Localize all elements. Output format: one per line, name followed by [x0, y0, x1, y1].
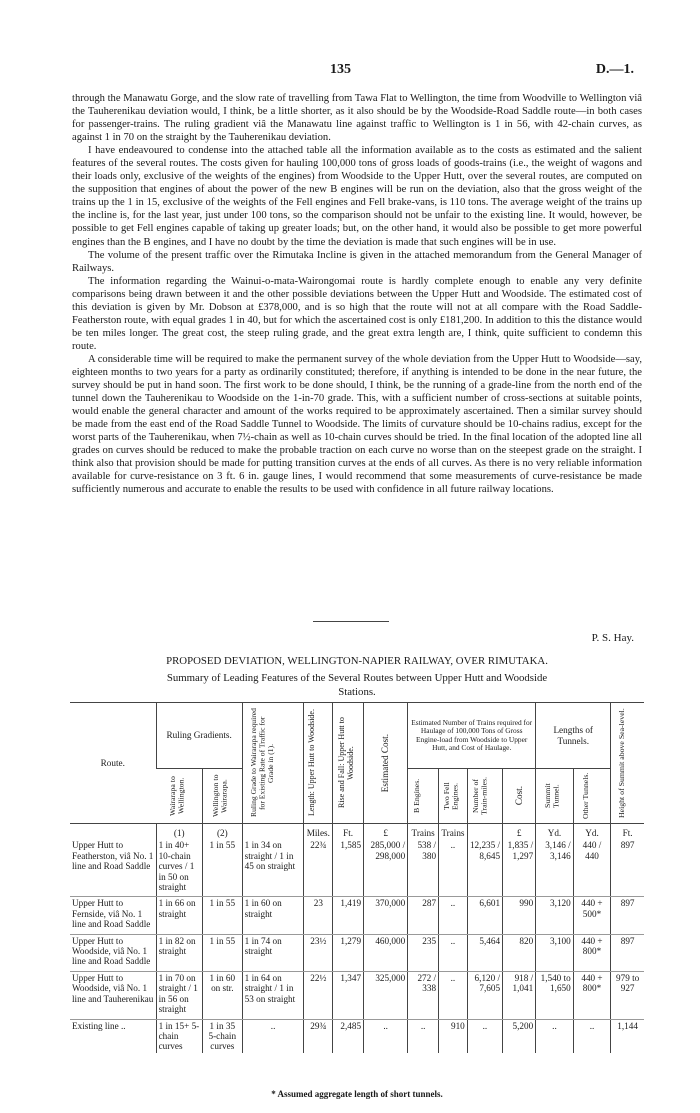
length-cell: 22½	[304, 971, 333, 1019]
cost-cell: ..	[364, 1019, 408, 1053]
unit-cell: Ft.	[611, 824, 644, 840]
length-cell: 22¾	[304, 839, 333, 897]
rise-cell: 1,347	[333, 971, 364, 1019]
rise-cell: 2,485	[333, 1019, 364, 1053]
gradient-cell: 1 in 55	[202, 839, 242, 897]
summit-height-cell: 897	[611, 934, 644, 971]
units-row	[70, 824, 644, 840]
b-engines-cell: ..	[408, 1019, 439, 1053]
ruling-grade-header: Ruling Grade to Wairarapa required for Existing Rate of Traffic for Grade in (1).	[249, 708, 276, 818]
paragraph: I have endeavoured to condense into the attached table all the information available as to the costs as estimated and the salient features of the several routes. The costs given for hauling 100,000 tons of gross loads of goods-trains (i.e., the weight of wagons and their loads only, exclusive of the weights of the engines) from Woodside to the Upper Hutt, over the several routes, are computed on the supposition that engines of about the power of the new B engines will be run on the deviation, also that the gross weight of the trains up the 1 in 15, exclusive of the weights of the Fell engines and Fell brake-vans, is 110 tons. The average weight of the trains up the incline is, for the last year, just under 100 tons, so the comparison should not be unfair to the existing line. It would, however, be possible to get Fell engines capable of taking up greater loads; but, on the other hand, it would also be possible to get more powerful engines than the B engines, and I have no doubt by the time the deviation is made that such engines will be in use.	[72, 145, 642, 248]
length-cell: 29¾	[304, 1019, 333, 1053]
b-engines-cell: 287	[408, 897, 439, 934]
unit-cell	[242, 824, 304, 840]
b-engines-cell: 272 / 338	[408, 971, 439, 1019]
summit-height-cell: 897	[611, 839, 644, 897]
ruling-grade-cell: 1 in 60 on straight	[242, 897, 304, 934]
ruling-grade-cell: 1 in 64 on straight / 1 in 53 on straight	[242, 971, 304, 1019]
table-row	[70, 934, 644, 971]
unit-cell: Miles.	[304, 824, 333, 840]
paragraph: The volume of the present traffic over the Rimutaka Incline is given in the attached memorandum from the General Manager of Railways.	[72, 249, 642, 274]
two-fell-header: Two Fell Engines.	[441, 782, 460, 810]
paragraph: through the Manawatu Gorge, and the slow rate of travelling from Tawa Flat to Wellington, the time from Woodville to Wellington viâ the Tauherenikau deviation would, I think, be a little shorter, as it also should be by the Woodside-Road Saddle route—in both cases for passenger-trains. The ruling gradient viâ the Manawatu line against traffic to Wellington is 1 in 56, with 42-chain curves, as against 1 in 70 on the straight by the Tauherenikau deviation.	[72, 93, 642, 144]
table-row	[70, 839, 644, 897]
train-miles-cell: 5,464	[467, 934, 502, 971]
route-cell: Existing line ..	[72, 1020, 126, 1031]
paragraph: A considerable time will be required to make the permanent survey of the whole deviation from the Upper Hutt to Woodside—say, eighteen months to two years for a party as ordinarily constituted; therefore, if anything is intended to be done in the near future, the survey should be put in hand soon. The first work to be done should, I think, be the running of a grade-line from the north end of the tunnel down the Tauherenikau to Woodside on the 1-in-70 grade. This, with a sufficient number of cross-sections at suitable points, would enable the general character and amount of the works required to be approximately ascertained. Then a similar survey should be made from the east end of the Road Saddle Tunnel to Woodside. The limits of curvature should be 10-chains radius, except for the worst parts of the Tauherenikau, when 7½-chain as well as 10-chain curves should be tried. In the final location of the adopted line all grades on curves should be reduced to make the probable traction on each curve no worse than on the steepest grade on the straight. I think also that provision should be made for putting transition curves at the ends of all curves. As there is no very reliable information available for curve-resistance on 3 ft. 6 in. gauge lines, I would recommend that some measurements of curve-resistance be made sufficiently numerous and accurate to enable the results to be used with confidence in all future railway locations.	[72, 353, 642, 496]
cost-header: Cost.	[513, 786, 524, 806]
haulage-cost-cell: 990	[503, 897, 536, 934]
other-tunnels-cell: 440 + 800*	[573, 971, 611, 1019]
ruling-grade-cell: 1 in 74 on straight	[242, 934, 304, 971]
table-footnote: * Assumed aggregate length of short tunnels.	[271, 1089, 443, 1099]
other-tunnels-cell: 440 + 500*	[573, 897, 611, 934]
page-header	[0, 62, 700, 82]
route-header: Route.	[70, 703, 156, 824]
unit-cell	[70, 824, 156, 840]
table-row	[70, 897, 644, 934]
rise-fall-header: Rise and Fall: Upper Hutt to Woodside.	[337, 717, 356, 809]
summit-height-cell: 1,144	[611, 1019, 644, 1053]
length-cell: 23½	[304, 934, 333, 971]
haulage-cost-cell: 1,835 / 1,297	[503, 839, 536, 897]
summit-tunnel-cell: 3,146 / 3,146	[536, 839, 574, 897]
gradient-cell: 1 in 55	[202, 934, 242, 971]
route-cell: Upper Hutt to Fernside, viâ No. 1 line and Road Saddle	[70, 897, 156, 934]
train-miles-cell: 12,235 / 8,645	[467, 839, 502, 897]
paragraph: The information regarding the Wainui-o-mata-Wairongomai route is hardly complete enough to enable any very definite comparisons being drawn between it and the other possible deviations between the Upper Hutt and Woodside. The estimated cost of this deviation is given by Mr. Dobson at £378,000, and is so high that the route will not at all compare with the Road Saddle-Featherston route, with equal grades 1 in 40, but for which the ascertained cost is only £181,200. In addition to this the distance would be ten miles longer. The great cost, the steep ruling grade, and the great extra length are, I think, quite sufficient to condemn this route.	[72, 275, 642, 352]
haulage-cost-cell: 918 / 1,041	[503, 971, 536, 1019]
fell-cell: ..	[439, 934, 468, 971]
length-header: Length: Upper Hutt to Woodside.	[307, 709, 317, 817]
unit-cell: Yd.	[536, 824, 574, 840]
gradient-cell: 1 in 15+ 5-chain curves	[156, 1019, 202, 1053]
summit-tunnel-header: Summit Tunnel.	[543, 783, 562, 809]
fell-cell: ..	[439, 971, 468, 1019]
trains-header: Estimated Number of Trains required for Haulage of 100,000 Tons of Gross Engine-load from Woodside to Upper Hutt, and Cost of Haulage.	[408, 703, 536, 769]
rise-cell: 1,279	[333, 934, 364, 971]
length-cell: 23	[304, 897, 333, 934]
unit-cell: Yd.	[573, 824, 611, 840]
table-row	[70, 971, 644, 1019]
summit-tunnel-cell: 3,100	[536, 934, 574, 971]
unit-cell: Trains	[408, 824, 439, 840]
summit-tunnel-cell: 3,120	[536, 897, 574, 934]
summit-height-header: Height of Summit above Sea-level.	[616, 708, 626, 818]
train-miles-header: Number of Train-miles.	[470, 776, 489, 816]
table-title: PROPOSED DEVIATION, WELLINGTON-NAPIER RAILWAY, OVER RIMUTAKA.	[166, 655, 548, 667]
table-subtitle: Summary of Leading Features of the Several Routes between Upper Hutt and Woodside	[166, 672, 548, 684]
estimated-cost-header: Estimated Cost.	[380, 733, 391, 793]
unit-cell: Ft.	[333, 824, 364, 840]
unit-cell: (1)	[156, 824, 202, 840]
b-engines-header: B Engines.	[412, 778, 422, 814]
rise-cell: 1,585	[333, 839, 364, 897]
route-cell: Upper Hutt to Woodside, viâ No. 1 line and Road Saddle	[70, 934, 156, 971]
unit-cell: £	[503, 824, 536, 840]
body-text	[72, 92, 642, 496]
cost-cell: 460,000	[364, 934, 408, 971]
unit-cell: £	[364, 824, 408, 840]
other-tunnels-header: Other Tunnels.	[580, 772, 590, 820]
ruling-gradients-header: Ruling Gradients.	[156, 703, 242, 769]
cost-cell: 370,000	[364, 897, 408, 934]
haulage-cost-cell: 5,200	[503, 1019, 536, 1053]
document-reference: D.—1.	[595, 62, 634, 77]
signature-rule	[313, 621, 389, 622]
route-cell: Upper Hutt to Featherston, viâ No. 1 line and Road Saddle	[70, 839, 156, 897]
rise-cell: 1,419	[333, 897, 364, 934]
gradient-cell: 1 in 55	[202, 897, 242, 934]
ruling-grade-cell: 1 in 34 on straight / 1 in 45 on straight	[242, 839, 304, 897]
gradient-cell: 1 in 70 on straight / 1 in 56 on straight	[156, 971, 202, 1019]
b-engines-cell: 538 / 380	[408, 839, 439, 897]
table-row	[70, 1019, 644, 1053]
signature: P. S. Hay.	[591, 632, 634, 644]
gradient-cell: 1 in 35 5-chain curves	[202, 1019, 242, 1053]
gradient-cell: 1 in 66 on straight	[156, 897, 202, 934]
other-tunnels-cell: 440 / 440	[573, 839, 611, 897]
summit-tunnel-cell: 1,540 to 1,650	[536, 971, 574, 1019]
route-cell: Upper Hutt to Woodside, viâ No. 1 line and Tauherenikau	[70, 971, 156, 1019]
train-miles-cell: 6,601	[467, 897, 502, 934]
summit-height-cell: 979 to 927	[611, 971, 644, 1019]
unit-cell	[467, 824, 502, 840]
gradient-cell: 1 in 60 on str.	[202, 971, 242, 1019]
other-tunnels-cell: ..	[573, 1019, 611, 1053]
wairarapa-to-wellington-header: Wairarapa to Wellington.	[168, 776, 186, 816]
table-subtitle-2: Stations.	[338, 686, 376, 698]
cost-cell: 325,000	[364, 971, 408, 1019]
fell-cell: ..	[439, 839, 468, 897]
b-engines-cell: 235	[408, 934, 439, 971]
summary-table	[70, 702, 644, 1053]
other-tunnels-cell: 440 + 800*	[573, 934, 611, 971]
gradient-cell: 1 in 82 on straight	[156, 934, 202, 971]
gradient-cell: 1 in 40+ 10-chain curves / 1 in 50 on straight	[156, 839, 202, 897]
lengths-of-tunnels-header: Lengths of Tunnels.	[536, 703, 611, 769]
unit-cell: Trains	[439, 824, 468, 840]
train-miles-cell: ..	[467, 1019, 502, 1053]
haulage-cost-cell: 820	[503, 934, 536, 971]
ruling-grade-cell: ..	[242, 1019, 304, 1053]
page-number: 135	[330, 62, 351, 77]
fell-cell: 910	[439, 1019, 468, 1053]
wellington-to-wairarapa-header: Wellington to Wairarapa.	[211, 774, 229, 818]
fell-cell: ..	[439, 897, 468, 934]
cost-cell: 285,000 / 298,000	[364, 839, 408, 897]
train-miles-cell: 6,120 / 7,605	[467, 971, 502, 1019]
unit-cell: (2)	[202, 824, 242, 840]
summit-tunnel-cell: ..	[536, 1019, 574, 1053]
summit-height-cell: 897	[611, 897, 644, 934]
